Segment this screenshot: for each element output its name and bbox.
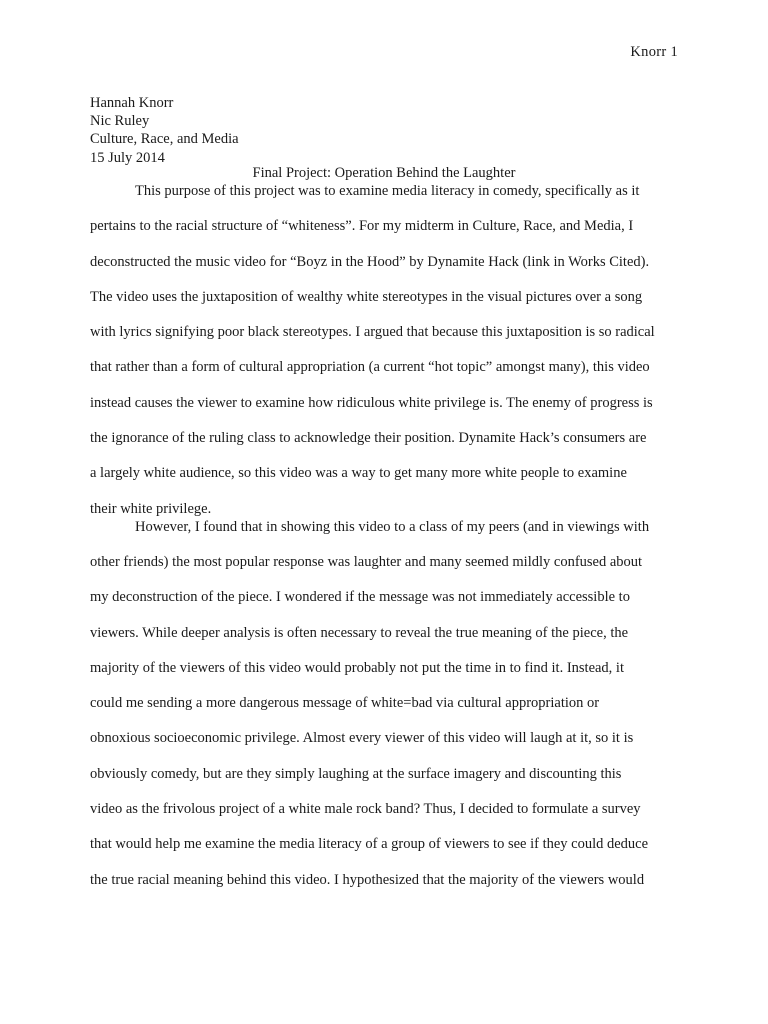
paragraph-2-line: video as the frivolous project of a white male rock band? Thus, I decided to formulate a survey [90, 801, 641, 818]
paragraph-2-line: majority of the viewers of this video would probably not put the time in to find it. Instead, it [90, 659, 624, 676]
paragraph-2-line: could me sending a more dangerous message of white=bad via cultural appropriation or [90, 695, 600, 712]
paragraph-1-line: the ignorance of the ruling class to acknowledge their position. Dynamite Hack’s consumers are [90, 430, 647, 447]
date: 15 July 2014 [90, 149, 165, 166]
author-name: Hannah Knorr [90, 95, 174, 111]
paragraph-1-line: The video uses the juxtaposition of wealthy white stereotypes in the visual pictures over a song [90, 288, 643, 305]
paragraph-2-line: obviously comedy, but are they simply laughing at the surface imagery and discounting this [90, 765, 622, 782]
paragraph-2-line: the true racial meaning behind this video. I hypothesized that the majority of the viewers would [90, 871, 645, 888]
heading-block [90, 94, 239, 167]
paragraph-2-line: viewers. While deeper analysis is often necessary to reveal the true meaning of the piece, the [90, 624, 629, 641]
paragraph-2-line: However, I found that in showing this video to a class of my peers (and in viewings with [135, 518, 650, 535]
course-name: Culture, Race, and Media [90, 131, 239, 148]
paragraph-1-line: instead causes the viewer to examine how ridiculous white privilege is. The enemy of progress is [90, 394, 653, 411]
instructor-name: Nic Ruley [90, 113, 150, 130]
paragraph-1-line: with lyrics signifying poor black stereotypes. I argued that because this juxtaposition is so radical [90, 324, 655, 341]
paragraph-1-line: This purpose of this project was to examine media literacy in comedy, specifically as it [135, 183, 640, 199]
paragraph-1-line: deconstructed the music video for “Boyz in the Hood” by Dynamite Hack (link in Works Cited). [90, 253, 650, 270]
paragraph-1-line: that rather than a form of cultural appropriation (a current “hot topic” amongst many), this video [90, 359, 650, 376]
paragraph-2-line: that would help me examine the media literacy of a group of viewers to see if they could deduce [90, 836, 649, 853]
paragraph-1-line: their white privilege. [90, 500, 212, 517]
paragraph-1-line: pertains to the racial structure of “whiteness”. For my midterm in Culture, Race, and Media, I [90, 218, 634, 235]
document-title: Final Project: Operation Behind the Laughter [252, 165, 516, 181]
body-text [90, 182, 678, 889]
paragraph-1-line: a largely white audience, so this video was a way to get many more white people to examine [90, 465, 627, 482]
running-head: Knorr 1 [630, 44, 678, 60]
paragraph-2-line: my deconstruction of the piece. I wondered if the message was not immediately accessible to [90, 589, 630, 606]
paragraph-2-line: other friends) the most popular response was laughter and many seemed mildly confused about [90, 553, 643, 570]
paragraph-2-line: obnoxious socioeconomic privilege. Almost every viewer of this video will laugh at it, so it is [90, 730, 634, 747]
